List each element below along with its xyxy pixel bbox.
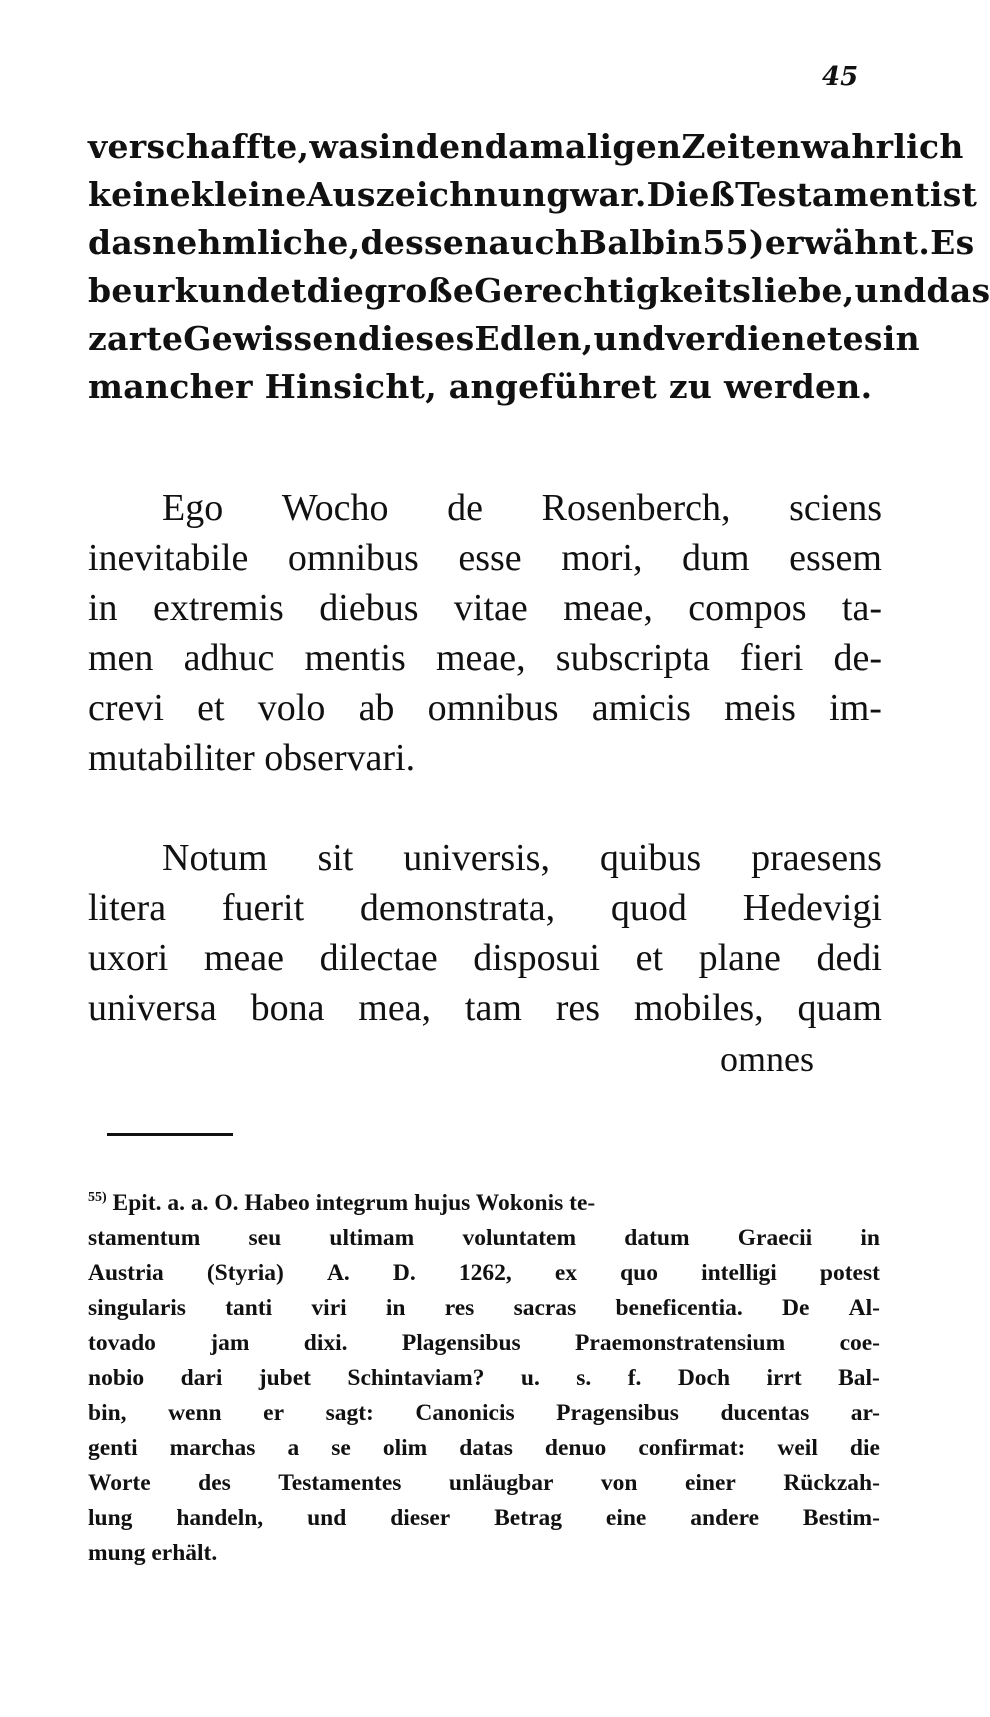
footnote-line: stamentum seu ultimam voluntatem datum Graecii in [88,1225,880,1251]
text-line: universa bona mea, tam res mobiles, quam [88,987,882,1029]
footnote-line: singularis tanti viri in res sacras beneficentia. De Al- [88,1295,880,1321]
text-line: crevi et volo ab omnibus amicis meis im- [88,687,882,729]
footnote-line: lung handeln, und dieser Betrag eine andere Bestim- [88,1505,880,1531]
text-line: beurkundet die große Gerechtigkeitsliebe, und das [88,271,990,310]
footnote-line: tovado jam dixi. Plagensibus Praemonstratensium coe- [88,1330,880,1356]
footnote-line: genti marchas a se olim datas denuo confirmat: weil die [88,1435,880,1461]
footnote-line: $^{55)}$ Epit. a. a. O. Habeo integrum hujus Wokonis te- [88,1190,596,1216]
text-line: Ego Wocho de Rosenberch, sciens [162,487,882,529]
footnote-line: nobio dari jubet Schintaviam? u. s. f. Doch irrt Bal- [88,1365,880,1391]
text-line: inevitabile omnibus esse mori, dum essem [88,537,882,579]
text-line: keine kleine Auszeichnung war. Dieß Testament ist [88,175,978,214]
footnote-marker: 55) [88,1190,107,1206]
catchword: omnes [720,1039,814,1079]
text-line: men adhuc mentis meae, subscripta fieri de- [88,637,882,679]
text-line: zarte Gewissen dieses Edlen, und verdienet es in [88,319,920,358]
footnote-line: Worte des Testamentes unläugbar von einer Rückzah- [88,1470,880,1496]
text-line: verschaffte, was in den damaligen Zeiten wahrlich [88,127,964,166]
text-line: Notum sit universis, quibus praesens [162,837,882,879]
text-line: litera fuerit demonstrata, quod Hedevigi [88,887,882,929]
footnote-line: Austria (Styria) A. D. 1262, ex quo intelligi potest [88,1260,880,1286]
text-line: in extremis diebus vitae meae, compos ta- [88,587,882,629]
text-line: mutabiliter observari. [88,737,416,779]
page-number: 45 [822,62,859,92]
footnote-rule [107,1133,233,1136]
text-line: uxori meae dilectae disposui et plane dedi [88,937,882,979]
text-line: mancher Hinsicht, angeführet zu werden. [88,367,873,406]
text-line: das nehmliche, dessen auch Balbin 55) erwähnt. Es [88,223,975,262]
footnote-line: bin, wenn er sagt: Canonicis Pragensibus ducentas ar- [88,1400,880,1426]
footnote-line: mung erhält. [88,1540,218,1566]
